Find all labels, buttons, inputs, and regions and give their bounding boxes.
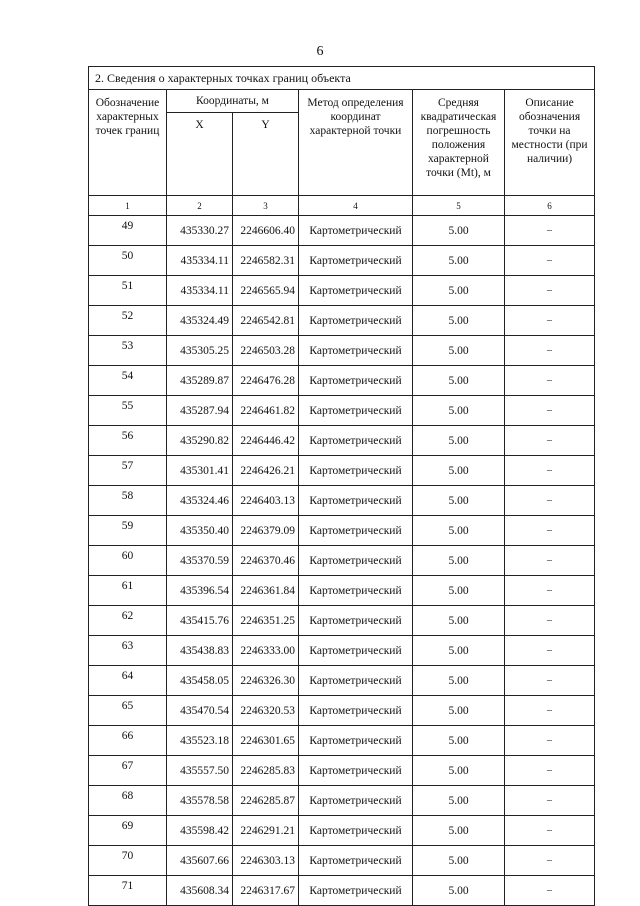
- point-cell: 61: [89, 576, 167, 606]
- error-cell: 5.00: [413, 816, 505, 846]
- y-coordinate-cell: 2246461.82: [233, 396, 299, 426]
- point-cell: 69: [89, 816, 167, 846]
- y-coordinate-cell: 2246582.31: [233, 246, 299, 276]
- point-cell: 62: [89, 606, 167, 636]
- description-cell: –: [505, 606, 595, 636]
- table-row: [89, 396, 595, 426]
- error-cell: 5.00: [413, 786, 505, 816]
- error-cell: 5.00: [413, 606, 505, 636]
- point-cell: 71: [89, 876, 167, 906]
- method-cell: Картометрический: [299, 696, 413, 726]
- point-cell: 60: [89, 546, 167, 576]
- y-coordinate-cell: 2246379.09: [233, 516, 299, 546]
- method-cell: Картометрический: [299, 246, 413, 276]
- y-coordinate-cell: 2246326.30: [233, 666, 299, 696]
- y-coordinate-cell: 2246333.00: [233, 636, 299, 666]
- x-coordinate-cell: 435350.40: [167, 516, 233, 546]
- table-row: [89, 696, 595, 726]
- point-cell: 57: [89, 456, 167, 486]
- x-coordinate-cell: 435438.83: [167, 636, 233, 666]
- x-coordinate-cell: 435301.41: [167, 456, 233, 486]
- y-coordinate-cell: 2246426.21: [233, 456, 299, 486]
- method-cell: Картометрический: [299, 816, 413, 846]
- description-cell: –: [505, 726, 595, 756]
- error-cell: 5.00: [413, 516, 505, 546]
- table-row: [89, 876, 595, 906]
- description-cell: –: [505, 846, 595, 876]
- method-cell: Картометрический: [299, 486, 413, 516]
- x-coordinate-cell: 435470.54: [167, 696, 233, 726]
- section-title: 2. Сведения о характерных точках границ объекта: [89, 67, 595, 90]
- description-cell: –: [505, 546, 595, 576]
- header-error: Средняя квадратическая погрешность положения характерной точки (Mt), м: [413, 90, 505, 196]
- point-cell: 52: [89, 306, 167, 336]
- header-method: Метод определения координат характерной точки: [299, 90, 413, 196]
- point-cell: 67: [89, 756, 167, 786]
- point-cell: 64: [89, 666, 167, 696]
- point-cell: 53: [89, 336, 167, 366]
- error-cell: 5.00: [413, 426, 505, 456]
- x-coordinate-cell: 435523.18: [167, 726, 233, 756]
- table-row: [89, 726, 595, 756]
- table-row: [89, 756, 595, 786]
- x-coordinate-cell: 435287.94: [167, 396, 233, 426]
- table-row: [89, 276, 595, 306]
- column-number: 1: [89, 196, 167, 216]
- x-coordinate-cell: 435557.50: [167, 756, 233, 786]
- method-cell: Картометрический: [299, 756, 413, 786]
- error-cell: 5.00: [413, 846, 505, 876]
- error-cell: 5.00: [413, 876, 505, 906]
- method-cell: Картометрический: [299, 276, 413, 306]
- method-cell: Картометрический: [299, 216, 413, 246]
- table-row: [89, 816, 595, 846]
- description-cell: –: [505, 276, 595, 306]
- method-cell: Картометрический: [299, 786, 413, 816]
- x-coordinate-cell: 435305.25: [167, 336, 233, 366]
- error-cell: 5.00: [413, 576, 505, 606]
- description-cell: –: [505, 486, 595, 516]
- table-row: [89, 366, 595, 396]
- x-coordinate-cell: 435370.59: [167, 546, 233, 576]
- point-cell: 59: [89, 516, 167, 546]
- description-cell: –: [505, 696, 595, 726]
- error-cell: 5.00: [413, 396, 505, 426]
- method-cell: Картометрический: [299, 456, 413, 486]
- method-cell: Картометрический: [299, 336, 413, 366]
- point-cell: 65: [89, 696, 167, 726]
- error-cell: 5.00: [413, 336, 505, 366]
- table-row: [89, 576, 595, 606]
- x-coordinate-cell: 435396.54: [167, 576, 233, 606]
- y-coordinate-cell: 2246446.42: [233, 426, 299, 456]
- description-cell: –: [505, 396, 595, 426]
- x-coordinate-cell: 435334.11: [167, 276, 233, 306]
- description-cell: –: [505, 336, 595, 366]
- x-coordinate-cell: 435608.34: [167, 876, 233, 906]
- error-cell: 5.00: [413, 216, 505, 246]
- description-cell: –: [505, 306, 595, 336]
- method-cell: Картометрический: [299, 396, 413, 426]
- x-coordinate-cell: 435415.76: [167, 606, 233, 636]
- y-coordinate-cell: 2246320.53: [233, 696, 299, 726]
- description-cell: –: [505, 876, 595, 906]
- point-cell: 55: [89, 396, 167, 426]
- method-cell: Картометрический: [299, 876, 413, 906]
- table-row: [89, 426, 595, 456]
- y-coordinate-cell: 2246285.83: [233, 756, 299, 786]
- method-cell: Картометрический: [299, 666, 413, 696]
- table-row: [89, 636, 595, 666]
- table-row: [89, 786, 595, 816]
- table-row: [89, 666, 595, 696]
- description-cell: –: [505, 456, 595, 486]
- table-row: [89, 336, 595, 366]
- column-number: 6: [505, 196, 595, 216]
- point-cell: 56: [89, 426, 167, 456]
- boundary-points-table: [88, 66, 595, 906]
- description-cell: –: [505, 756, 595, 786]
- description-cell: –: [505, 426, 595, 456]
- x-coordinate-cell: 435598.42: [167, 816, 233, 846]
- header-y: Y: [233, 113, 299, 196]
- header-point-designation: Обозначение характерных точек границ: [89, 90, 167, 196]
- error-cell: 5.00: [413, 246, 505, 276]
- table-body: [89, 216, 595, 906]
- table-row: [89, 246, 595, 276]
- point-cell: 58: [89, 486, 167, 516]
- table-row: [89, 846, 595, 876]
- point-cell: 50: [89, 246, 167, 276]
- x-coordinate-cell: 435290.82: [167, 426, 233, 456]
- x-coordinate-cell: 435607.66: [167, 846, 233, 876]
- method-cell: Картометрический: [299, 366, 413, 396]
- method-cell: Картометрический: [299, 546, 413, 576]
- description-cell: –: [505, 666, 595, 696]
- column-number: 5: [413, 196, 505, 216]
- x-coordinate-cell: 435578.58: [167, 786, 233, 816]
- description-cell: –: [505, 636, 595, 666]
- x-coordinate-cell: 435289.87: [167, 366, 233, 396]
- method-cell: Картометрический: [299, 636, 413, 666]
- description-cell: –: [505, 816, 595, 846]
- error-cell: 5.00: [413, 456, 505, 486]
- table-row: [89, 456, 595, 486]
- y-coordinate-cell: 2246361.84: [233, 576, 299, 606]
- method-cell: Картометрический: [299, 726, 413, 756]
- x-coordinate-cell: 435324.46: [167, 486, 233, 516]
- error-cell: 5.00: [413, 546, 505, 576]
- point-cell: 70: [89, 846, 167, 876]
- y-coordinate-cell: 2246291.21: [233, 816, 299, 846]
- y-coordinate-cell: 2246301.65: [233, 726, 299, 756]
- error-cell: 5.00: [413, 726, 505, 756]
- column-number-row: [89, 196, 595, 216]
- description-cell: –: [505, 246, 595, 276]
- method-cell: Картометрический: [299, 426, 413, 456]
- error-cell: 5.00: [413, 306, 505, 336]
- method-cell: Картометрический: [299, 846, 413, 876]
- y-coordinate-cell: 2246351.25: [233, 606, 299, 636]
- point-cell: 51: [89, 276, 167, 306]
- point-cell: 68: [89, 786, 167, 816]
- column-number: 3: [233, 196, 299, 216]
- y-coordinate-cell: 2246606.40: [233, 216, 299, 246]
- x-coordinate-cell: 435334.11: [167, 246, 233, 276]
- method-cell: Картометрический: [299, 576, 413, 606]
- page-number: 6: [316, 44, 324, 59]
- y-coordinate-cell: 2246370.46: [233, 546, 299, 576]
- column-number: 2: [167, 196, 233, 216]
- table-row: [89, 546, 595, 576]
- x-coordinate-cell: 435330.27: [167, 216, 233, 246]
- error-cell: 5.00: [413, 666, 505, 696]
- x-coordinate-cell: 435458.05: [167, 666, 233, 696]
- table-row: [89, 306, 595, 336]
- description-cell: –: [505, 516, 595, 546]
- point-cell: 63: [89, 636, 167, 666]
- table-row: [89, 516, 595, 546]
- error-cell: 5.00: [413, 756, 505, 786]
- error-cell: 5.00: [413, 696, 505, 726]
- column-number: 4: [299, 196, 413, 216]
- description-cell: –: [505, 216, 595, 246]
- point-cell: 54: [89, 366, 167, 396]
- error-cell: 5.00: [413, 636, 505, 666]
- table-row: [89, 486, 595, 516]
- y-coordinate-cell: 2246403.13: [233, 486, 299, 516]
- y-coordinate-cell: 2246317.67: [233, 876, 299, 906]
- error-cell: 5.00: [413, 276, 505, 306]
- description-cell: –: [505, 786, 595, 816]
- description-cell: –: [505, 576, 595, 606]
- method-cell: Картометрический: [299, 516, 413, 546]
- y-coordinate-cell: 2246542.81: [233, 306, 299, 336]
- header-x: X: [167, 113, 233, 196]
- error-cell: 5.00: [413, 486, 505, 516]
- error-cell: 5.00: [413, 366, 505, 396]
- header-description: Описание обозначения точки на местности (при наличии): [505, 90, 595, 196]
- y-coordinate-cell: 2246565.94: [233, 276, 299, 306]
- description-cell: –: [505, 366, 595, 396]
- x-coordinate-cell: 435324.49: [167, 306, 233, 336]
- method-cell: Картометрический: [299, 606, 413, 636]
- table-row: [89, 216, 595, 246]
- y-coordinate-cell: 2246476.28: [233, 366, 299, 396]
- y-coordinate-cell: 2246285.87: [233, 786, 299, 816]
- method-cell: Картометрический: [299, 306, 413, 336]
- y-coordinate-cell: 2246503.28: [233, 336, 299, 366]
- table-row: [89, 606, 595, 636]
- header-coordinates: Координаты, м: [167, 90, 299, 113]
- point-cell: 66: [89, 726, 167, 756]
- point-cell: 49: [89, 216, 167, 246]
- y-coordinate-cell: 2246303.13: [233, 846, 299, 876]
